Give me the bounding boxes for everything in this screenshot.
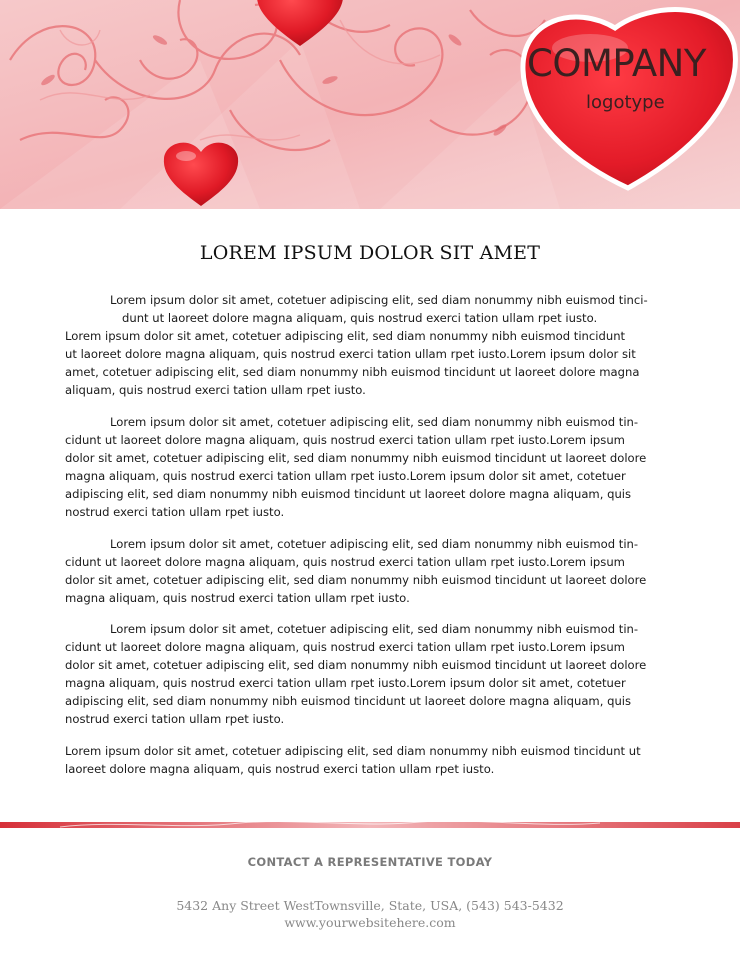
text-line: cidunt ut laoreet dolore magna aliquam, quis nostrud exerci tation ullam rpet iusto.Lorem ipsum	[65, 555, 625, 570]
text-line: magna aliquam, quis nostrud exerci tation ullam rpet iusto.Lorem ipsum dolor sit amet, cotetuer	[65, 676, 626, 691]
text-line: Lorem ipsum dolor sit amet, cotetuer adipiscing elit, sed diam nonummy nibh euismod tin-	[110, 622, 639, 636]
text-line: dolor sit amet, cotetuer adipiscing elit, sed diam nonummy nibh euismod tincidunt ut laoreet dolore	[65, 658, 647, 673]
text-line: Lorem ipsum dolor sit amet, cotetuer adipiscing elit, sed diam nonummy nibh euismod tinci-	[110, 293, 648, 307]
text-line: aliquam, quis nostrud exerci tation ullam rpet iusto.	[65, 383, 366, 398]
text-line: nostrud exerci tation ullam rpet iusto.	[65, 712, 285, 727]
text-line: cidunt ut laoreet dolore magna aliquam, quis nostrud exerci tation ullam rpet iusto.Lorem ipsum	[65, 433, 625, 448]
document-title: LOREM IPSUM DOLOR SIT AMET	[199, 242, 541, 264]
paragraph-5	[65, 742, 675, 778]
text-line: magna aliquam, quis nostrud exerci tation ullam rpet iusto.Lorem ipsum dolor sit amet, cotetuer	[65, 469, 626, 484]
text-line: dunt ut laoreet dolore magna aliquam, quis nostrud exerci tation ullam rpet iusto.	[122, 311, 598, 326]
text-line: magna aliquam, quis nostrud exerci tation ullam rpet iusto.	[65, 591, 410, 606]
text-line: Lorem ipsum dolor sit amet, cotetuer adipiscing elit, sed diam nonummy nibh euismod tin-	[110, 415, 639, 429]
paragraph-4	[65, 620, 675, 729]
text-line: amet, cotetuer adipiscing elit, sed diam nonummy nibh euismod tincidunt ut laoreet dolore magna	[65, 365, 640, 380]
company-name: COMPANY	[527, 42, 706, 85]
text-line: laoreet dolore magna aliquam, quis nostrud exerci tation ullam rpet iusto.	[65, 762, 495, 777]
paragraph-3	[65, 535, 675, 607]
text-line: adipiscing elit, sed diam nonummy nibh euismod tincidunt ut laoreet dolore magna aliquam, quis	[65, 694, 632, 709]
footer-band	[0, 818, 740, 830]
text-line: ut laoreet dolore magna aliquam, quis nostrud exerci tation ullam rpet iusto.Lorem ipsum dolor sit	[65, 347, 636, 362]
text-line: nostrud exerci tation ullam rpet iusto.	[65, 505, 285, 520]
paragraph-1	[65, 291, 675, 400]
paragraph-2	[65, 413, 675, 522]
company-tagline: logotype	[586, 92, 665, 113]
contact-heading: CONTACT A REPRESENTATIVE TODAY	[247, 855, 493, 869]
text-line: Lorem ipsum dolor sit amet, cotetuer adipiscing elit, sed diam nonummy nibh euismod tin-	[110, 537, 639, 551]
contact-address: 5432 Any Street WestTownsville, State, USA, (543) 543-5432	[176, 898, 564, 913]
website-link[interactable]: www.yourwebsitehere.com	[284, 915, 456, 930]
text-line: dolor sit amet, cotetuer adipiscing elit, sed diam nonummy nibh euismod tincidunt ut laoreet dolore	[65, 451, 647, 466]
text-line: adipiscing elit, sed diam nonummy nibh euismod tincidunt ut laoreet dolore magna aliquam, quis	[65, 487, 632, 502]
text-line: cidunt ut laoreet dolore magna aliquam, quis nostrud exerci tation ullam rpet iusto.Lorem ipsum	[65, 640, 625, 655]
text-line: Lorem ipsum dolor sit amet, cotetuer adipiscing elit, sed diam nonummy nibh euismod tincidunt ut	[65, 744, 641, 758]
text-line: Lorem ipsum dolor sit amet, cotetuer adipiscing elit, sed diam nonummy nibh euismod tincidunt	[65, 329, 626, 344]
header-banner	[0, 0, 740, 209]
text-line: dolor sit amet, cotetuer adipiscing elit, sed diam nonummy nibh euismod tincidunt ut laoreet dolore	[65, 573, 647, 588]
